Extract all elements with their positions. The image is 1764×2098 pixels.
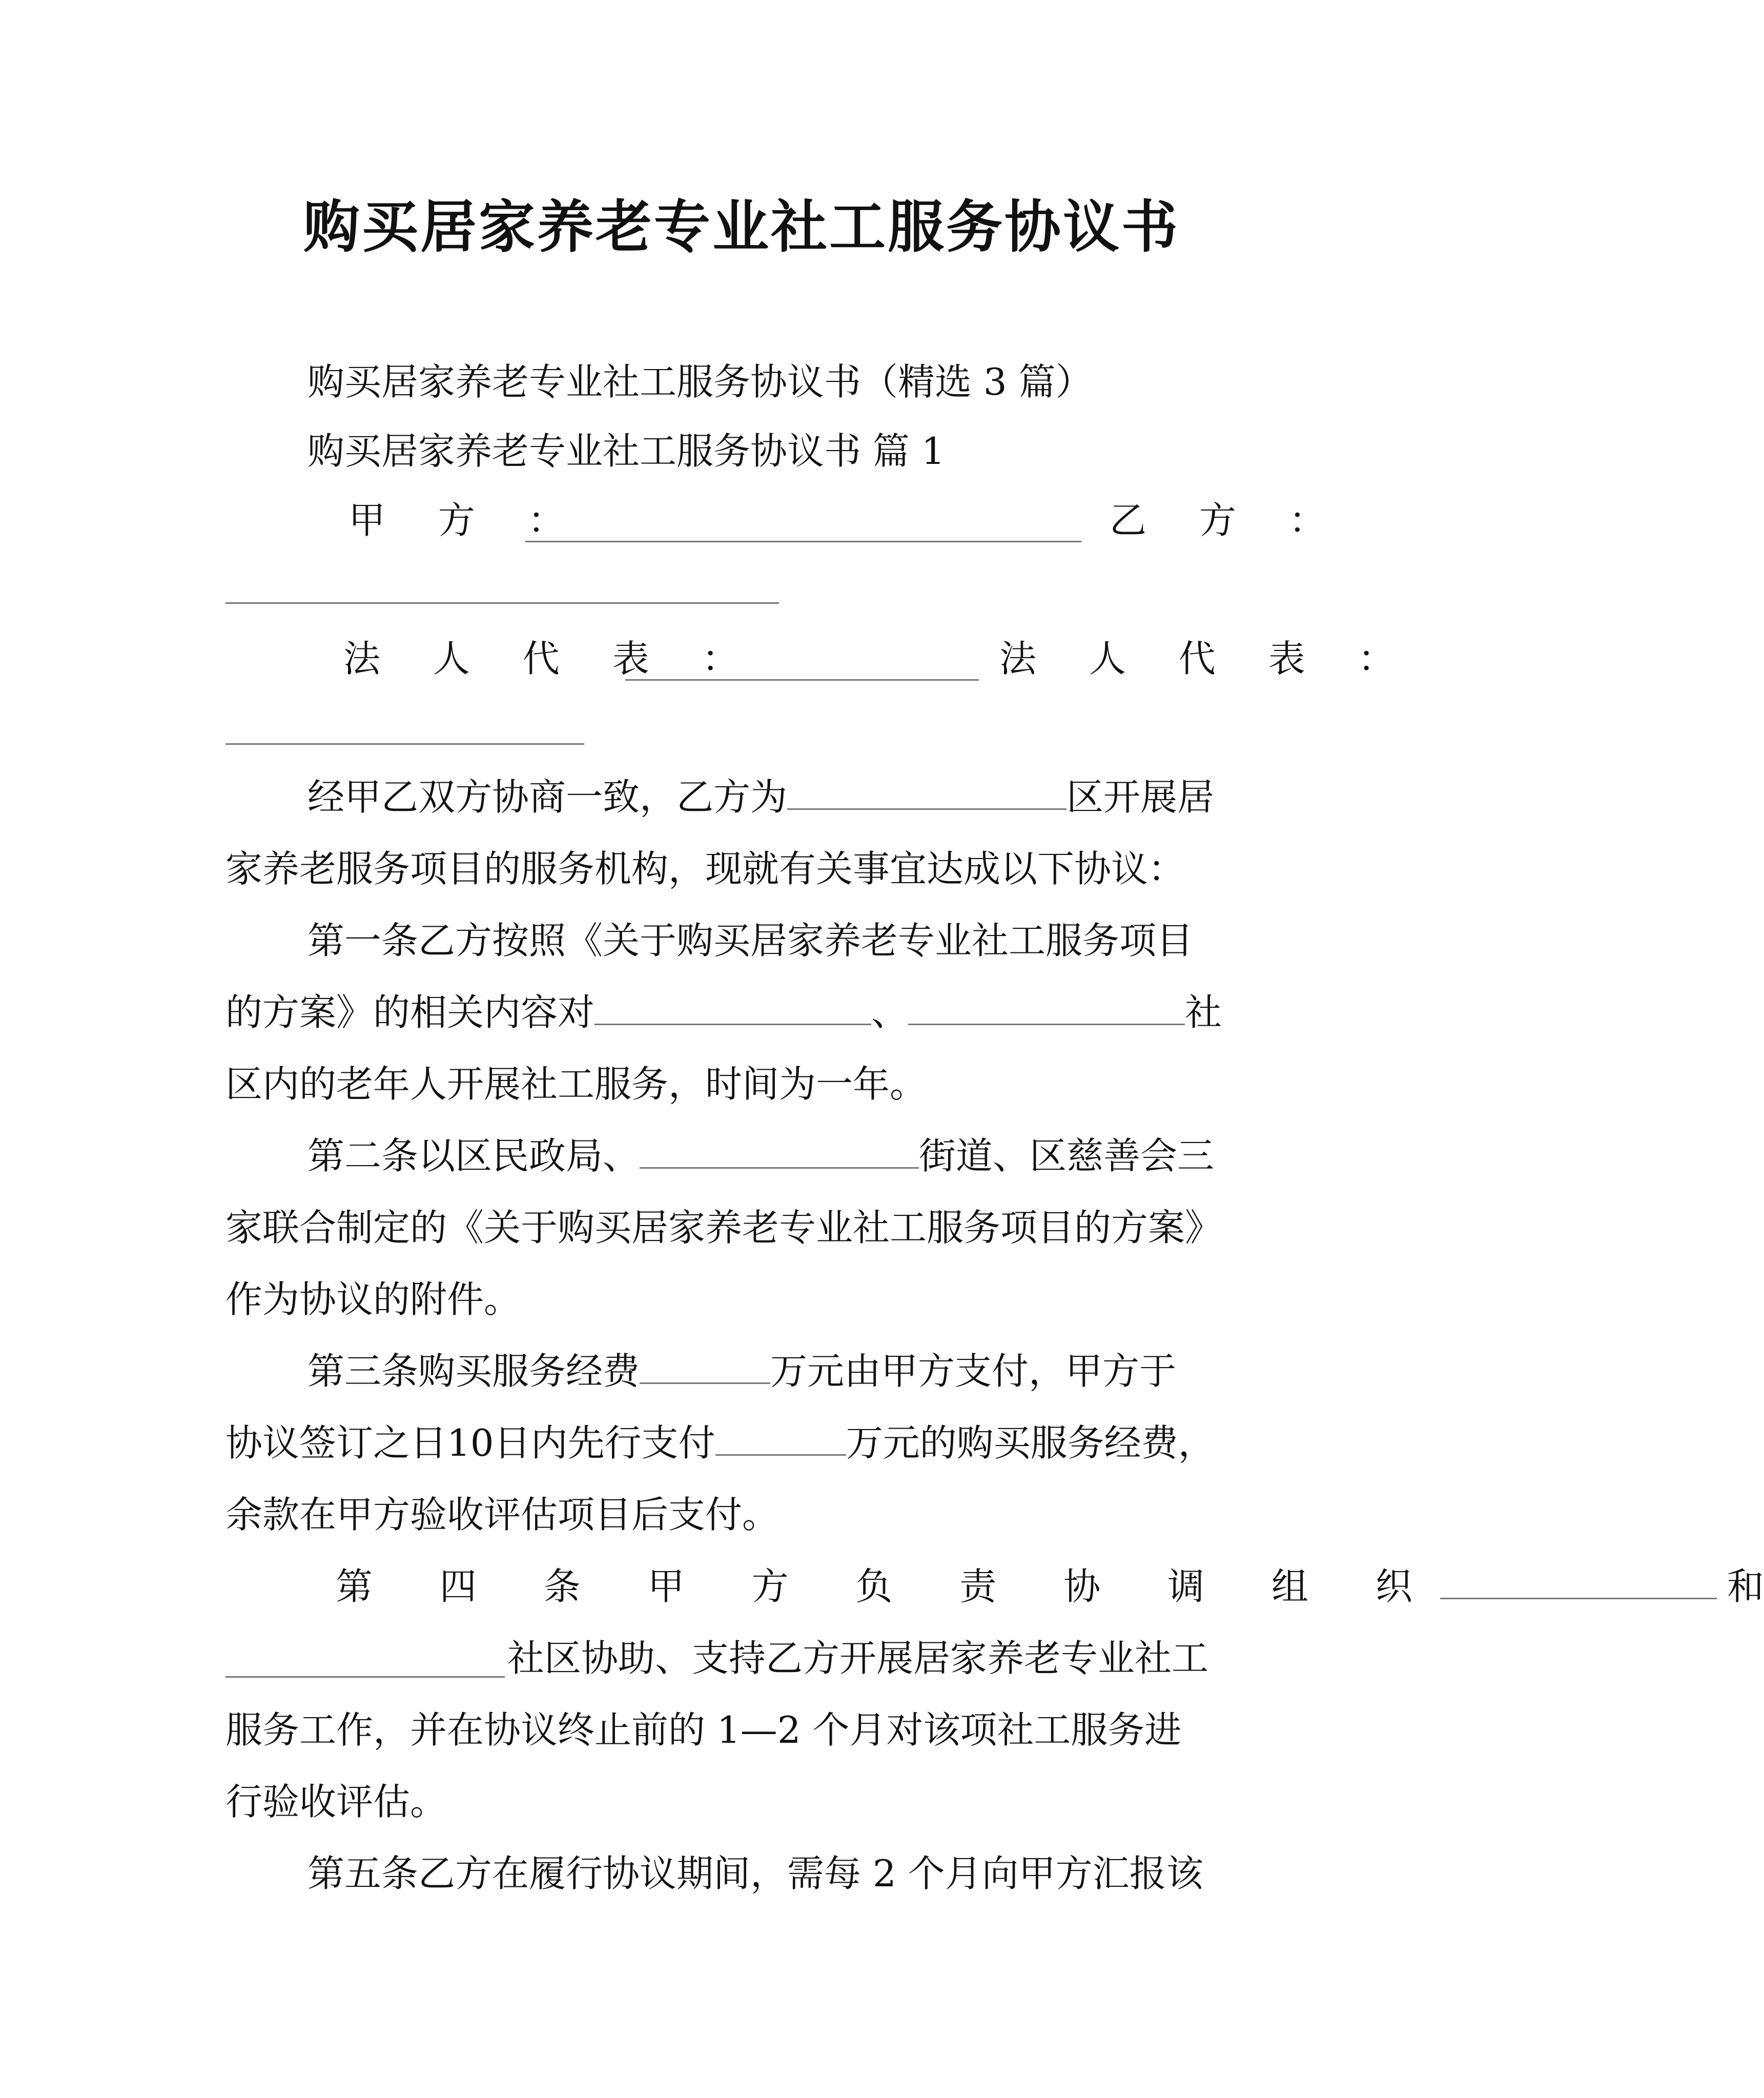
rep-b-label: 法 人 代 表 ： xyxy=(999,637,1416,680)
article-2-line-3: 作为协议的附件。 xyxy=(225,1278,521,1321)
intro-line-2: 购买居家养老专业社工服务协议书 篇 1 xyxy=(307,430,945,473)
article-4-line-4: 行验收评估。 xyxy=(225,1780,447,1823)
party-a-blank xyxy=(525,510,1081,542)
service-district-blank xyxy=(787,778,1066,810)
article-3-line-3: 余款在甲方验收评估项目后支付。 xyxy=(225,1493,780,1536)
para-intro-line-2: 家养老服务项目的服务机构，现就有关事宜达成以下协议： xyxy=(225,847,1185,890)
article-3-line-1: 第三条购买服务经费 万元由甲方支付，甲方于 xyxy=(307,1350,1177,1393)
article-1-line-3: 区内的老年人开展社工服务，时间为一年。 xyxy=(225,1063,927,1106)
rep-b-blank xyxy=(225,712,584,745)
community-assist-blank xyxy=(225,1645,505,1678)
article-3-line-2: 协议签订之日10日内先行支付 万元的购买服务经费， xyxy=(225,1421,1215,1464)
article-1-line-2: 的方案》的相关内容对 、 社 xyxy=(225,991,1222,1034)
article-2-line-2: 家联合制定的《关于购买居家养老专业社工服务项目的方案》 xyxy=(225,1206,1222,1249)
community-2-blank xyxy=(908,993,1185,1025)
article-1-line-1: 第一条乙方按照《关于购买居家养老专业社工服务项目 xyxy=(307,919,1194,962)
para-intro-line-1: 经甲乙双方协商一致，乙方为 区开展居 xyxy=(307,776,1215,819)
article-2-line-1: 第二条以区民政局、 街道、区慈善会三 xyxy=(307,1134,1215,1177)
article-4-line-1: 第 四 条 甲 方 负 责 协 调 组 织 和 xyxy=(336,1565,1764,1608)
document-title: 购买居家养老专业社工服务协议书 xyxy=(303,194,1180,260)
party-a-label: 甲 方 ： xyxy=(348,499,585,542)
total-fee-blank xyxy=(640,1352,770,1384)
article-4-line-3: 服务工作，并在协议终止前的 1—2 个月对该项社工服务进 xyxy=(225,1708,1182,1751)
community-1-blank xyxy=(594,993,871,1025)
advance-fee-blank xyxy=(715,1423,846,1456)
article-4-line-2: 社区协助、支持乙方开展居家养老专业社工 xyxy=(507,1637,1209,1680)
rep-a-label: 法 人 代 表 ： xyxy=(343,637,760,680)
subdistrict-blank xyxy=(640,1136,919,1169)
intro-line-1: 购买居家养老专业社工服务协议书（精选 3 篇） xyxy=(307,360,1093,403)
party-b-label: 乙 方 ： xyxy=(1110,499,1346,542)
coordinator-blank xyxy=(1440,1567,1717,1599)
article-5-line-1: 第五条乙方在履行协议期间，需每 2 个月向甲方汇报该 xyxy=(307,1852,1203,1895)
party-b-blank xyxy=(225,572,779,604)
rep-a-blank xyxy=(625,648,979,681)
